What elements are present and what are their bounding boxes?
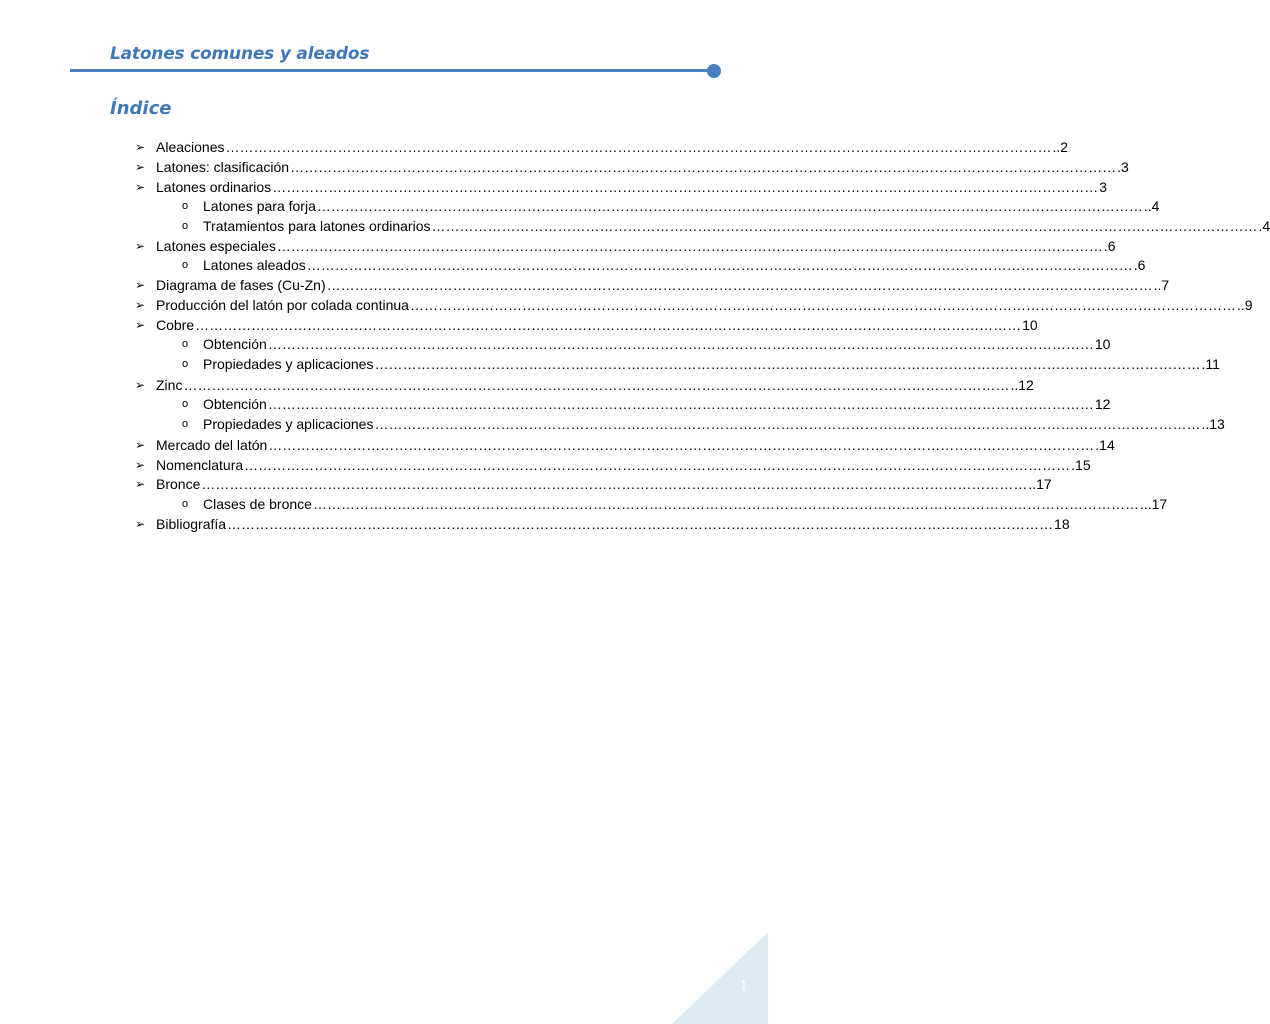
toc-entry-title: Zinc bbox=[156, 377, 183, 393]
arrow-bullet-icon: ➢ bbox=[135, 477, 146, 491]
circle-bullet-icon: o bbox=[182, 200, 189, 212]
toc-entry-title: Aleaciones bbox=[156, 139, 225, 155]
toc-dot-leader bbox=[268, 394, 1094, 414]
header-rule bbox=[70, 69, 710, 72]
toc-entry-title: Obtención bbox=[203, 336, 267, 352]
arrow-bullet-icon: ➢ bbox=[135, 458, 146, 472]
circle-bullet-icon: o bbox=[182, 338, 189, 350]
toc-dot-leader bbox=[195, 315, 1021, 335]
toc-dot-leader bbox=[227, 514, 1053, 534]
toc-entry-title: Latones ordinarios bbox=[156, 179, 272, 195]
toc-entry-title: Propiedades y aplicaciones bbox=[203, 416, 374, 432]
arrow-bullet-icon: ➢ bbox=[135, 298, 146, 312]
toc-entry-page: .15 bbox=[1071, 457, 1091, 473]
toc-dot-leader bbox=[410, 295, 1236, 315]
circle-bullet-icon: o bbox=[182, 398, 189, 410]
toc-entry[interactable] bbox=[135, 275, 1170, 295]
toc-entry-page: ..17 bbox=[1028, 476, 1052, 492]
page-corner-triangle bbox=[672, 932, 768, 1024]
toc-entry-page: ..4 bbox=[1143, 198, 1160, 214]
toc-entry[interactable] bbox=[135, 435, 1115, 455]
toc-entry[interactable] bbox=[135, 157, 1129, 177]
circle-bullet-icon: o bbox=[182, 498, 189, 510]
toc-entry-page: ..7 bbox=[1153, 277, 1170, 293]
toc-entry[interactable] bbox=[135, 295, 1253, 315]
arrow-bullet-icon: ➢ bbox=[135, 318, 146, 332]
toc-entry[interactable] bbox=[135, 455, 1091, 475]
toc-entry[interactable] bbox=[135, 375, 1034, 395]
toc-entry[interactable] bbox=[182, 334, 1111, 354]
page-number: 1 bbox=[739, 979, 748, 994]
toc-entry-title: Propiedades y aplicaciones bbox=[203, 356, 374, 372]
circle-bullet-icon: o bbox=[182, 259, 189, 271]
circle-bullet-icon: o bbox=[182, 220, 189, 232]
toc-entry-page: ..12 bbox=[1010, 377, 1034, 393]
toc-dot-leader bbox=[290, 157, 1116, 177]
toc-dot-leader bbox=[244, 455, 1070, 475]
arrow-bullet-icon: ➢ bbox=[135, 180, 146, 194]
toc-entry[interactable] bbox=[182, 255, 1146, 275]
toc-entry-title: Latones especiales bbox=[156, 238, 276, 254]
circle-bullet-icon: o bbox=[182, 418, 189, 430]
toc-entry-page: 10 bbox=[1094, 336, 1111, 352]
toc-entry-page: 18 bbox=[1054, 516, 1070, 532]
toc-entry-page: 3 bbox=[1099, 179, 1107, 195]
toc-entry-title: Latones: clasificación bbox=[156, 159, 290, 175]
toc-entry-page: .6 bbox=[1133, 257, 1146, 273]
document-title: Latones comunes y aleados bbox=[110, 44, 370, 64]
toc-entry-title: Obtención bbox=[203, 396, 267, 412]
toc-entry-page: .11 bbox=[1201, 356, 1220, 372]
toc-entry-title: Latones para forja bbox=[203, 198, 316, 214]
arrow-bullet-icon: ➢ bbox=[135, 140, 146, 154]
toc-entry-page: .14 bbox=[1095, 437, 1115, 453]
toc-dot-leader bbox=[374, 414, 1200, 434]
toc-dot-leader bbox=[183, 375, 1009, 395]
toc-entry[interactable] bbox=[135, 315, 1038, 335]
index-heading: Índice bbox=[110, 98, 172, 119]
toc-entry-title: Latones aleados bbox=[203, 257, 306, 273]
toc-entry[interactable] bbox=[182, 494, 1168, 514]
toc-entry[interactable] bbox=[135, 514, 1070, 534]
arrow-bullet-icon: ➢ bbox=[135, 239, 146, 253]
toc-dot-leader bbox=[374, 354, 1200, 374]
toc-dot-leader bbox=[327, 275, 1153, 295]
toc-entry-page: 10 bbox=[1022, 317, 1038, 333]
toc-entry-page: ..13 bbox=[1201, 416, 1225, 432]
arrow-bullet-icon: ➢ bbox=[135, 378, 146, 392]
toc-dot-leader bbox=[313, 494, 1139, 514]
toc-entry-title: Producción del latón por colada continua bbox=[156, 297, 409, 313]
toc-entry-title: Cobre bbox=[156, 317, 195, 333]
toc-entry-title: Clases de bronce bbox=[203, 496, 312, 512]
header-rule-dot bbox=[707, 64, 721, 78]
toc-entry-title: Tratamientos para latones ordinarios bbox=[203, 218, 431, 234]
toc-dot-leader bbox=[268, 334, 1094, 354]
toc-entry[interactable] bbox=[182, 216, 1270, 236]
toc-dot-leader bbox=[268, 435, 1094, 455]
toc-dot-leader bbox=[307, 255, 1133, 275]
toc-entry-page: ..2 bbox=[1052, 139, 1069, 155]
toc-dot-leader bbox=[226, 137, 1052, 157]
toc-entry[interactable] bbox=[182, 394, 1111, 414]
toc-entry[interactable] bbox=[135, 474, 1052, 494]
circle-bullet-icon: o bbox=[182, 358, 189, 370]
toc-dot-leader bbox=[277, 236, 1103, 256]
toc-entry-page: ..9 bbox=[1236, 297, 1253, 313]
toc-entry-title: Bibliografía bbox=[156, 516, 227, 532]
toc-entry[interactable] bbox=[135, 236, 1116, 256]
toc-entry[interactable] bbox=[135, 137, 1069, 157]
arrow-bullet-icon: ➢ bbox=[135, 517, 146, 531]
toc-entry-page: 12 bbox=[1094, 396, 1111, 412]
toc-entry-page: .3 bbox=[1117, 159, 1129, 175]
toc-entry-page: .6 bbox=[1103, 238, 1116, 254]
arrow-bullet-icon: ➢ bbox=[135, 160, 146, 174]
toc-dot-leader bbox=[201, 474, 1027, 494]
toc-entry[interactable] bbox=[182, 414, 1225, 434]
toc-entry[interactable] bbox=[182, 354, 1220, 374]
arrow-bullet-icon: ➢ bbox=[135, 278, 146, 292]
toc-entry[interactable] bbox=[135, 177, 1107, 197]
toc-entry[interactable] bbox=[182, 196, 1160, 216]
toc-entry-title: Diagrama de fases (Cu-Zn) bbox=[156, 277, 326, 293]
toc-dot-leader bbox=[272, 177, 1098, 197]
toc-entry-page: ...17 bbox=[1139, 496, 1168, 512]
toc-dot-leader bbox=[317, 196, 1143, 216]
toc-entry-title: Mercado del latón bbox=[156, 437, 268, 453]
toc-dot-leader bbox=[432, 216, 1258, 236]
toc-entry-title: Bronce bbox=[156, 476, 201, 492]
toc-entry-title: Nomenclatura bbox=[156, 457, 244, 473]
toc-entry-page: .4 bbox=[1258, 218, 1270, 234]
arrow-bullet-icon: ➢ bbox=[135, 438, 146, 452]
